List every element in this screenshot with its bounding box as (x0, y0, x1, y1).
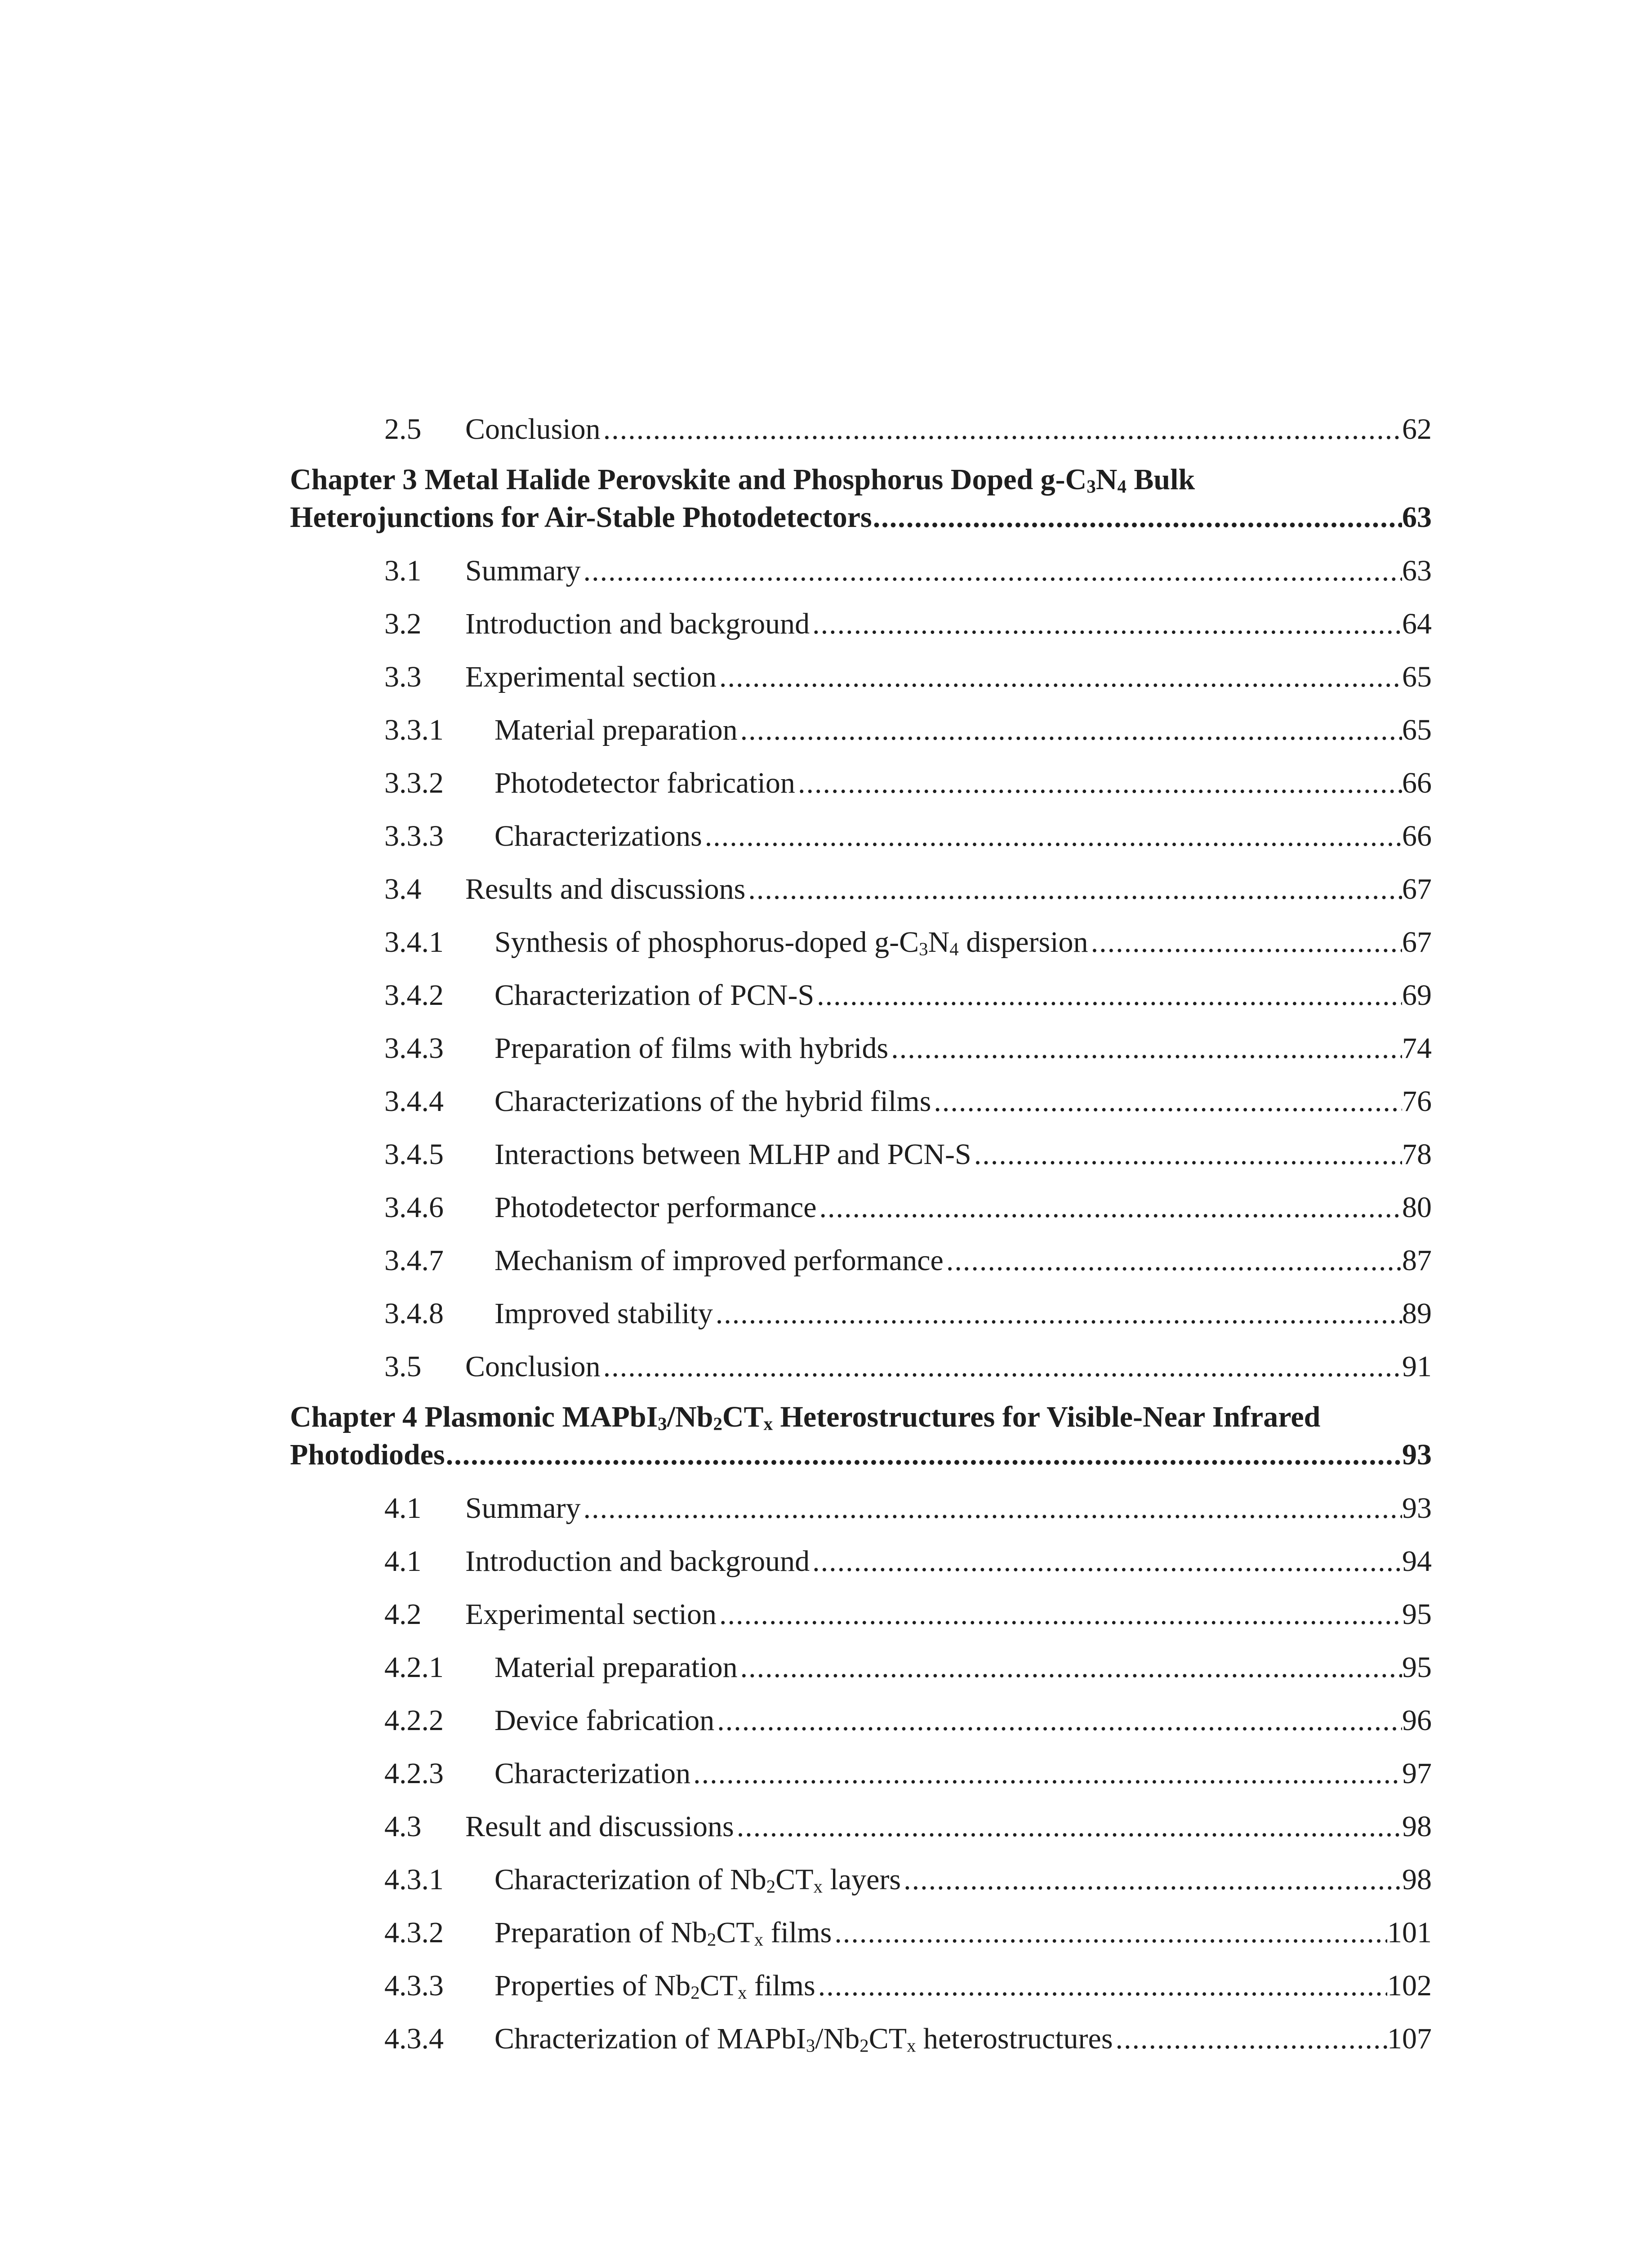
toc-entry-title: Characterizations of the hybrid films (494, 1085, 931, 1118)
toc-entry-3-4-6[interactable] (290, 1185, 1432, 1230)
toc-entry-title: Properties of $Nb_2CT_x$ films (494, 1969, 815, 2003)
toc-entry-title: Material preparation (494, 714, 738, 746)
toc-entry-4-3-3[interactable] (290, 1963, 1432, 2008)
toc-entry-page: 74 (1402, 1032, 1432, 1065)
toc-entry-title: Summary (465, 1492, 581, 1525)
dot-leader (888, 1026, 1402, 1071)
dot-leader (734, 1804, 1402, 1849)
toc-entry-page: 87 (1402, 1244, 1432, 1277)
toc-entry-number: 3.3.2 (384, 767, 444, 799)
dot-leader (971, 1132, 1402, 1177)
toc-entry-number: 3.4 (384, 873, 422, 905)
toc-entry-4-3-4[interactable] (290, 2016, 1432, 2061)
toc-entry-number: 3.3 (384, 660, 422, 693)
toc-entry-page: 95 (1402, 1651, 1432, 1684)
toc-entry-title: Experimental section (465, 660, 717, 693)
toc-entry-page: 69 (1402, 979, 1432, 1012)
dot-leader (1113, 2016, 1387, 2061)
toc-entry-number: 3.4.7 (384, 1244, 444, 1277)
toc-entry-4-2-2[interactable] (290, 1698, 1432, 1743)
dot-leader (931, 1079, 1402, 1124)
toc-entry-page: 101 (1387, 1916, 1432, 1949)
toc-entry-title: Experimental section (465, 1598, 717, 1631)
dot-leader (872, 499, 1402, 536)
toc-entry-number: 3.4.3 (384, 1032, 444, 1065)
dot-leader (738, 1645, 1402, 1690)
toc-entry-3-3[interactable] (290, 655, 1432, 700)
toc-entry-number: 3.3.3 (384, 820, 444, 852)
toc-entry-page: 65 (1402, 660, 1432, 693)
toc-entry-4-1b[interactable] (290, 1539, 1432, 1584)
dot-leader (601, 1344, 1402, 1389)
dot-leader (581, 1486, 1402, 1531)
toc-entry-3-4-4[interactable] (290, 1079, 1432, 1124)
toc-entry-page: 67 (1402, 873, 1432, 905)
toc-entry-title: Characterization of PCN-S (494, 979, 815, 1012)
toc-entry-page: 97 (1402, 1757, 1432, 1790)
toc-entry-number: 3.4.4 (384, 1085, 444, 1118)
chapter-4-heading[interactable] (290, 1398, 1432, 1474)
toc-entry-3-4-5[interactable] (290, 1132, 1432, 1177)
toc-entry-number: 3.2 (384, 607, 422, 640)
toc-entry-3-1[interactable] (290, 549, 1432, 593)
toc-entry-page: 67 (1402, 926, 1432, 959)
dot-leader (817, 1185, 1402, 1230)
toc-entry-title: Interactions between MLHP and PCN-S (494, 1138, 971, 1171)
toc-entry-title: Device fabrication (494, 1704, 715, 1737)
dot-leader (814, 973, 1402, 1018)
toc-entry-title: Conclusion (465, 1350, 601, 1383)
toc-entry-number: 4.3.3 (384, 1969, 444, 2002)
toc-entry-title: Result and discussions (465, 1810, 734, 1843)
toc-entry-3-3-2[interactable] (290, 761, 1432, 806)
toc-entry-2-5[interactable] (290, 407, 1432, 452)
toc-entry-page: 91 (1402, 1350, 1432, 1383)
dot-leader (717, 1592, 1402, 1637)
toc-entry-3-4-7[interactable] (290, 1238, 1432, 1283)
toc-entry-title: Material preparation (494, 1651, 738, 1684)
toc-entry-number: 3.4.6 (384, 1191, 444, 1224)
toc-entry-title: Improved stability (494, 1297, 713, 1330)
toc-entry-title: Synthesis of phosphorus-doped $g-C_3N_4$ dispersion (494, 926, 1088, 959)
toc-entry-page: 93 (1402, 1492, 1432, 1525)
toc-entry-page: 94 (1402, 1545, 1432, 1578)
toc-entry-page: 78 (1402, 1138, 1432, 1171)
toc-entry-title: Chracterization of $MAPbI_3/Nb_2CT_x$ heterostructures (494, 2022, 1113, 2056)
toc-entry-title: Photodetector performance (494, 1191, 817, 1224)
dot-leader (581, 549, 1402, 593)
toc-entry-4-3[interactable] (290, 1804, 1432, 1849)
toc-entry-3-4-3[interactable] (290, 1026, 1432, 1071)
toc-entry-4-1[interactable] (290, 1486, 1432, 1531)
toc-entry-number: 4.2 (384, 1598, 422, 1631)
toc-entry-number: 3.1 (384, 554, 422, 587)
toc-entry-4-2[interactable] (290, 1592, 1432, 1637)
chapter-page: 63 (1402, 501, 1432, 534)
toc-entry-3-4-8[interactable] (290, 1291, 1432, 1336)
toc-entry-number: 3.4.5 (384, 1138, 444, 1171)
dot-leader (745, 867, 1402, 912)
toc-entry-title: Summary (465, 554, 581, 587)
toc-entry-3-4-2[interactable] (290, 973, 1432, 1018)
dot-leader (714, 1698, 1402, 1743)
toc-entry-title: Photodetector fabrication (494, 767, 795, 799)
toc-entry-4-2-1[interactable] (290, 1645, 1432, 1690)
toc-entry-page: 66 (1402, 820, 1432, 852)
toc-entry-3-4-1[interactable] (290, 920, 1432, 965)
toc-entry-number: 4.2.2 (384, 1704, 444, 1737)
toc-entry-number: 4.3.2 (384, 1916, 444, 1949)
toc-entry-title: Preparation of films with hybrids (494, 1032, 889, 1065)
toc-entry-page: 63 (1402, 554, 1432, 587)
toc-entry-3-4[interactable] (290, 867, 1432, 912)
dot-leader (815, 1963, 1387, 2008)
toc-entry-page: 102 (1387, 1969, 1432, 2002)
dot-leader (445, 1436, 1402, 1474)
toc-entry-number: 4.1 (384, 1492, 422, 1525)
toc-entry-page: 62 (1402, 413, 1432, 446)
toc-entry-title: Characterization of $Nb_2CT_x$ layers (494, 1863, 901, 1897)
toc-entry-title: Conclusion (465, 413, 601, 446)
toc-entry-page: 98 (1402, 1863, 1432, 1896)
dot-leader (738, 708, 1402, 753)
dot-leader (601, 407, 1402, 452)
dot-leader (795, 761, 1402, 806)
toc-entry-title: Introduction and background (465, 607, 810, 640)
chapter-title-line-2: Heterojunctions for Air-Stable Photodetectors ..... 63 (290, 499, 1432, 536)
toc-entry-number: 4.2.3 (384, 1757, 444, 1790)
toc-entry-page: 89 (1402, 1297, 1432, 1330)
toc-entry-page: 80 (1402, 1191, 1432, 1224)
toc-entry-number: 2.5 (384, 413, 422, 446)
toc-entry-3-3-1[interactable] (290, 708, 1432, 753)
toc-entry-title: Preparation of $Nb_2CT_x$ films (494, 1916, 832, 1950)
toc-entry-4-3-2[interactable] (290, 1910, 1432, 1955)
dot-leader (832, 1910, 1387, 1955)
toc-entry-number: 3.5 (384, 1350, 422, 1383)
toc-entry-page: 76 (1402, 1085, 1432, 1118)
dot-leader (944, 1238, 1402, 1283)
toc-entry-page: 98 (1402, 1810, 1432, 1843)
toc-entry-number: 4.1 (384, 1545, 422, 1578)
toc-entry-page: 66 (1402, 767, 1432, 799)
toc-entry-page: 95 (1402, 1598, 1432, 1631)
dot-leader (810, 602, 1402, 647)
chapter-title-line-1: Chapter 4 Plasmonic $MAPbI_3/Nb_2CT_x$ Heterostructures for Visible-Near Infrared (290, 1401, 1321, 1434)
toc-entry-number: 4.3 (384, 1810, 422, 1843)
dot-leader (810, 1539, 1402, 1584)
toc-entry-page: 65 (1402, 714, 1432, 746)
dot-leader (713, 1291, 1402, 1336)
toc-entry-number: 4.3.4 (384, 2022, 444, 2055)
toc-entry-page: 64 (1402, 607, 1432, 640)
toc-entry-number: 4.2.1 (384, 1651, 444, 1684)
dot-leader (690, 1751, 1402, 1796)
chapter-3-heading[interactable] (290, 461, 1432, 536)
toc-entry-3-2[interactable] (290, 602, 1432, 647)
toc-entry-page: 107 (1387, 2022, 1432, 2055)
dot-leader (702, 814, 1402, 859)
toc-entry-4-2-3[interactable] (290, 1751, 1432, 1796)
toc-entry-3-3-3[interactable] (290, 814, 1432, 859)
toc-entry-number: 3.4.2 (384, 979, 444, 1012)
dot-leader (717, 655, 1402, 700)
toc-entry-number: 3.4.8 (384, 1297, 444, 1330)
toc-entry-title: Characterization (494, 1757, 691, 1790)
chapter-title-line-1: Chapter 3 Metal Halide Perovskite and Phosphorus Doped $g-C_3N_4$ Bulk (290, 463, 1195, 497)
chapter-page: 93 (1402, 1438, 1432, 1471)
toc-entry-title: Introduction and background (465, 1545, 810, 1578)
dot-leader (1088, 920, 1402, 965)
chapter-title-line-2: Photodiodes ..... 93 (290, 1436, 1432, 1474)
toc-entry-number: 3.4.1 (384, 926, 444, 959)
toc-entry-page: 96 (1402, 1704, 1432, 1737)
toc-entry-title: Results and discussions (465, 873, 746, 905)
toc-entry-number: 3.3.1 (384, 714, 444, 746)
toc-entry-number: 4.3.1 (384, 1863, 444, 1896)
toc-entry-3-5[interactable] (290, 1344, 1432, 1389)
toc-entry-title: Characterizations (494, 820, 702, 852)
toc-entry-title: Mechanism of improved performance (494, 1244, 944, 1277)
toc-entry-4-3-1[interactable] (290, 1857, 1432, 1902)
dot-leader (901, 1857, 1402, 1902)
